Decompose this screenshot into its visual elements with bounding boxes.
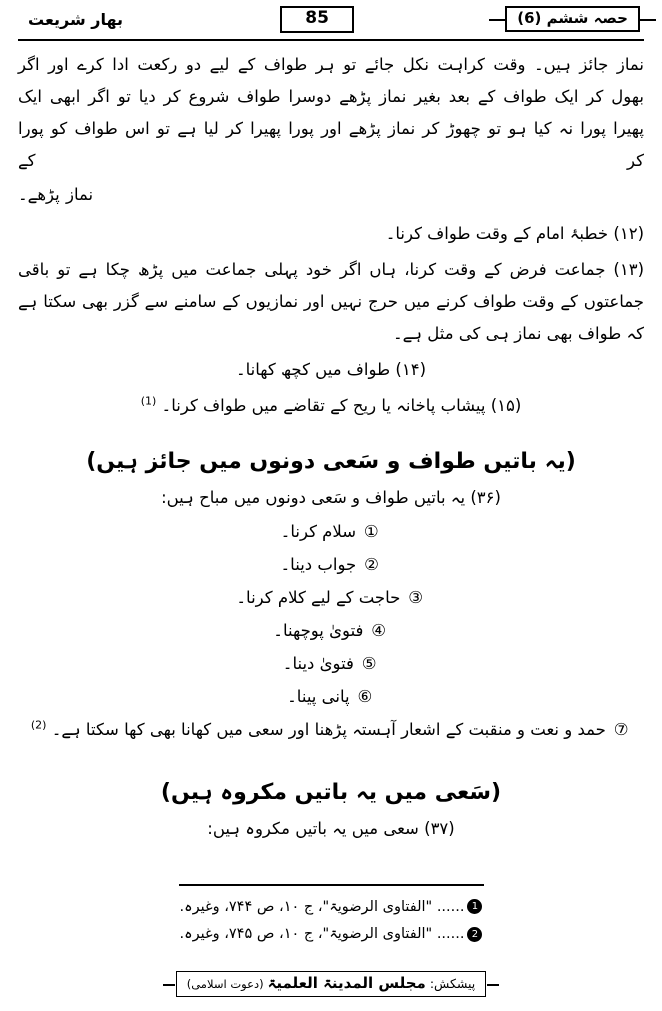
list-item-text: خطبۂ امام کے وقت طواف کرنا۔ [385,223,609,243]
part-label: حصہ ششم (6) [505,6,640,32]
list-item [18,548,644,581]
footnote-text: "الفتاوی الرضویۃ"، ج ۱۰، ص ۷۴۴، وغیرہ. [179,898,433,915]
page-footer [0,971,662,997]
list-item-marker: (۱۵) [490,396,522,416]
footnote-1 [18,894,644,922]
section-heading-makruh: (سَعی میں یہ باتیں مکروہ ہیں) [160,779,502,805]
list-item-text: فتویٰ دینا۔ [282,653,354,673]
section-intro-makruh: (۳۷) سعی میں یہ باتیں مکروہ ہیں: [207,818,455,838]
body-paragraph-1: نماز جائز ہیں۔ وقت کراہت نکل جائے تو ہر طواف کے لیے دو رکعت ادا کرے اور اگر بھول کر ایک طواف کے بعد بغیر نماز پڑھے دوسرا طواف شروع کر دیا تو اگر ابھی ایک پھیرا پورا نہ کیا ہو تو چھوڑ کر نماز پڑھے اور پورا پھیرا کر لیا ہے تو اس طواف کو پورا کر کے [18,54,644,171]
header-book-title-section [22,10,129,29]
footnote-dots: ...... [436,926,465,943]
list-item-number: ⑦ [613,719,629,739]
list-item [18,354,644,386]
header-divider [18,39,644,41]
list-item [18,390,644,422]
list-item-text: جماعت فرض کے وقت کرنا، ہاں اگر خود پہلی جماعت میں پڑھ چکا ہے تو باقی جماعتوں کے وقت طواف کرنے میں حرج نہیں اور نمازیوں کے سامنے سے گزر بھی سکتا ہے کہ طواف بھی نماز ہی کی مثل ہے۔ [18,259,644,344]
footnote-reference: (2) [30,718,47,732]
mubah-items-list [18,515,644,746]
list-item-text: حمد و نعت و منقبت کے اشعار آہستہ پڑھنا اور سعی میں کھانا بھی کھا سکتا ہے۔ [51,719,606,739]
footnote-divider [179,884,484,886]
list-item-number: ⑤ [361,653,377,673]
list-item [18,581,644,614]
footnotes-block [18,884,644,949]
publisher-box [176,971,487,997]
list-item [18,614,644,647]
list-item [18,680,644,713]
header-page-number-section [280,6,354,33]
list-item-number: ① [363,521,379,541]
list-item-number: ④ [371,620,387,640]
section-heading-jaiz: (یہ باتیں طواف و سَعی دونوں میں جائز ہیں) [86,448,576,474]
list-item [18,647,644,680]
footnote-2 [18,921,644,949]
list-item-number: ③ [408,587,423,607]
list-item-number: ② [364,554,379,574]
page-header [18,0,644,35]
list-item-text: پانی پینا۔ [287,686,350,706]
list-item [18,515,644,548]
footnote-bullet-icon: 1 [467,899,482,914]
list-item-text: حاجت کے لیے کلام کرنا۔ [236,587,401,607]
list-item-marker: (۱۲) [613,223,644,243]
publisher-sub: (دعوت اسلامی) [186,977,264,991]
makruh-items-list [18,218,644,423]
list-item-text: جواب دینا۔ [280,554,357,574]
list-item-text: طواف میں کچھ کھانا۔ [235,360,391,380]
footnote-dots: ...... [436,898,465,915]
list-item-text: سلام کرنا۔ [280,521,357,541]
list-item-marker: (۱۳) [613,259,644,279]
list-item [18,254,644,351]
list-item-text: پیشاب پاخانہ یا ریح کے تقاضے میں طواف کرنا۔ [161,396,486,416]
list-item [18,218,644,250]
body-paragraph-1-tail: نماز پڑھے۔ [18,185,94,205]
list-item-number: ⑥ [357,686,373,706]
footnote-bullet-icon: 2 [467,927,482,942]
footnote-reference: (1) [140,394,157,408]
publisher-label: پیشکش: [429,976,476,991]
list-item [18,713,644,746]
footnote-text: "الفتاوی الرضویۃ"، ج ۱۰، ص ۷۴۵، وغیرہ. [179,926,433,943]
page-number: 85 [280,6,354,33]
header-part-section [505,6,640,32]
book-title: بهار شریعت [28,9,124,29]
list-item-marker: (۱۴) [395,360,427,380]
publisher-name: مجلس المدینۃ العلمیۃ [267,974,426,992]
list-item-text: فتویٰ پوچھنا۔ [273,620,364,640]
section-intro-jaiz: (۳۶) یہ باتیں طواف و سَعی دونوں میں مباح ہیں: [161,487,501,507]
